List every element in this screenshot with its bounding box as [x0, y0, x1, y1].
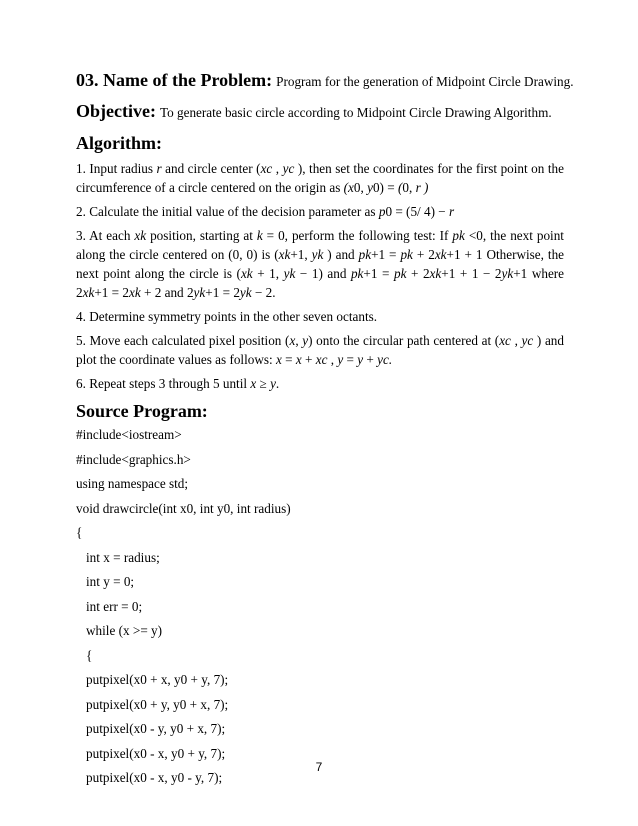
- code-line: #include<graphics.h>: [76, 451, 191, 467]
- code-line: void drawcircle(int x0, int y0, int radius): [76, 500, 291, 516]
- code-line: #include<iostream>: [76, 427, 182, 442]
- code-line: {: [76, 525, 83, 540]
- code-line: int y = 0;: [86, 574, 135, 589]
- algorithm-step-5: 5. Move each calculated pixel position (x, y) onto the circular path centered at (xc , yc ) and plot the coordinate values as follows: x = x + xc , y = y + yc.: [76, 333, 564, 367]
- algorithm-step-1: 1. Input radius r and circle center (xc , yc ), then set the coordinates for the first point on the circumference of a circle centered on the origin as (x0, y0) = (0, r ): [76, 161, 564, 195]
- objective-label: Objective:: [76, 101, 156, 121]
- algorithm-step-3: 3. At each xk position, starting at k = 0, perform the following test: If pk <0, the next point along the circle centered on (0, 0) is (xk+1, yk ) and pk+1 = pk + 2xk+1 + 1 Otherwise, the next point along the circle is (xk + 1, yk − 1) and pk+1 = pk + 2xk+1 + 1 − 2yk+1 where 2xk+1 = 2xk + 2 and 2yk+1 = 2yk − 2.: [76, 228, 565, 300]
- code-line: putpixel(x0 - x, y0 + y, 7);: [86, 745, 226, 761]
- page-number: 7: [315, 760, 323, 774]
- code-line: {: [86, 647, 93, 663]
- document-page: [76, 70, 574, 795]
- algorithm-step-2: 2. Calculate the initial value of the decision parameter as p0 = (5/ 4) − r: [76, 204, 455, 219]
- code-line: putpixel(x0 + x, y0 + y, 7);: [86, 672, 229, 687]
- code-line: using namespace std;: [76, 476, 189, 491]
- problem-label: 03. Name of the Problem:: [76, 70, 273, 90]
- source-program-title: Source Program:: [76, 401, 208, 421]
- objective-heading: [76, 101, 564, 123]
- algorithm-step-6: 6. Repeat steps 3 through 5 until x ≥ y.: [76, 376, 280, 391]
- code-line: putpixel(x0 + y, y0 + x, 7);: [86, 696, 229, 712]
- code-line: int x = radius;: [86, 549, 160, 565]
- code-line: putpixel(x0 - y, y0 + x, 7);: [86, 721, 226, 736]
- problem-text: Program for the generation of Midpoint Circle Drawing.: [276, 74, 574, 89]
- code-line: int err = 0;: [86, 598, 143, 614]
- algorithm-step-4: 4. Determine symmetry points in the other seven octants.: [76, 309, 378, 324]
- objective-text: To generate basic circle according to Midpoint Circle Drawing Algorithm.: [159, 105, 552, 120]
- code-line: while (x >= y): [86, 623, 163, 638]
- code-line: putpixel(x0 - x, y0 - y, 7);: [86, 770, 223, 785]
- problem-heading: [76, 70, 574, 92]
- algorithm-title: Algorithm:: [76, 133, 162, 153]
